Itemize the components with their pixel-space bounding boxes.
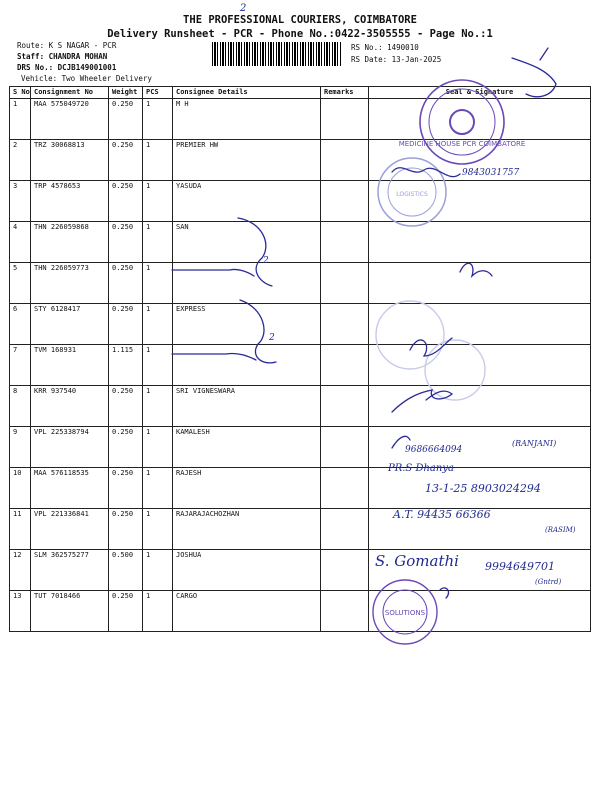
row-pcs: 1	[143, 140, 173, 181]
table-row	[10, 263, 591, 304]
row-sno: 5	[10, 263, 31, 304]
row-sno: 3	[10, 181, 31, 222]
handwritten-name: PR.S Dhanya	[388, 463, 454, 474]
table-row	[10, 99, 591, 140]
row-sno: 2	[10, 140, 31, 181]
row-sno: 1	[10, 99, 31, 140]
page-title: THE PROFESSIONAL COURIERS, COIMBATORE	[183, 14, 417, 26]
handwritten-note: (Gntrd)	[535, 578, 562, 586]
row-sno: 7	[10, 345, 31, 386]
row-remarks	[321, 222, 369, 263]
row-consignee: M H	[173, 99, 321, 140]
barcode	[212, 42, 342, 66]
row-consignment: VPL 221336841	[31, 509, 109, 550]
row-sno: 12	[10, 550, 31, 591]
row-seal	[369, 386, 591, 427]
row-remarks	[321, 263, 369, 304]
col-header-consignment: Consignment No	[31, 87, 109, 99]
col-header-seal: Seal & Signature	[369, 87, 591, 99]
rs-no-label: RS No.:	[351, 43, 383, 52]
row-weight: 0.250	[109, 99, 143, 140]
row-remarks	[321, 468, 369, 509]
table-row	[10, 509, 591, 550]
row-seal	[369, 99, 591, 140]
row-seal	[369, 140, 591, 181]
row-remarks	[321, 427, 369, 468]
row-consignee: CARGO	[173, 591, 321, 632]
row-consignment: TRP 4578653	[31, 181, 109, 222]
row-seal	[369, 222, 591, 263]
staff-value: CHANDRA MOHAN	[48, 52, 108, 61]
row-seal	[369, 591, 591, 632]
circle-mark: 2	[263, 256, 269, 266]
row-pcs: 1	[143, 427, 173, 468]
row-seal	[369, 468, 591, 509]
row-consignee: SRI VIGNESWARA	[173, 386, 321, 427]
row-sno: 10	[10, 468, 31, 509]
table-row	[10, 468, 591, 509]
route-value: K S NAGAR - PCR	[48, 41, 117, 50]
row-consignment: THN 226059773	[31, 263, 109, 304]
row-remarks	[321, 99, 369, 140]
row-pcs: 1	[143, 386, 173, 427]
row-weight: 0.250	[109, 509, 143, 550]
rs-date-line	[351, 55, 441, 64]
route-label: Route:	[17, 41, 45, 50]
row-pcs: 1	[143, 591, 173, 632]
staff-line	[17, 52, 107, 61]
rs-date-value: 13-Jan-2025	[391, 55, 442, 64]
handwritten-name: S. Gomathi	[375, 552, 459, 570]
vehicle-label: Vehicle:	[21, 74, 58, 83]
row-sno: 4	[10, 222, 31, 263]
row-seal	[369, 181, 591, 222]
row-consignee: JOSHUA	[173, 550, 321, 591]
row-consignee: YASUDA	[173, 181, 321, 222]
row-weight: 0.500	[109, 550, 143, 591]
row-weight: 0.250	[109, 304, 143, 345]
row-consignment: SLM 362575277	[31, 550, 109, 591]
row-seal	[369, 345, 591, 386]
row-consignment: KRR 937540	[31, 386, 109, 427]
row-seal	[369, 304, 591, 345]
col-header-weight: Weight	[109, 87, 143, 99]
row-weight: 0.250	[109, 427, 143, 468]
rs-no-value: 1490010	[387, 43, 419, 52]
row-weight: 0.250	[109, 181, 143, 222]
row-pcs: 1	[143, 304, 173, 345]
row-sno: 11	[10, 509, 31, 550]
stamp-text: SOLUTIONS	[384, 609, 426, 617]
row-pcs: 1	[143, 222, 173, 263]
row-remarks	[321, 591, 369, 632]
row-consignment: VPL 225338794	[31, 427, 109, 468]
col-header-pcs: PCS	[143, 87, 173, 99]
row-consignee	[173, 263, 321, 304]
handwritten-name: (RASIM)	[545, 526, 576, 534]
row-consignee	[173, 345, 321, 386]
table-row	[10, 386, 591, 427]
vehicle-value: Two Wheeler Delivery	[61, 74, 152, 83]
row-weight: 1.115	[109, 345, 143, 386]
handwritten-phone: 9843031757	[462, 168, 520, 178]
row-remarks	[321, 550, 369, 591]
row-consignment: STY 6128417	[31, 304, 109, 345]
row-weight: 0.250	[109, 263, 143, 304]
row-seal	[369, 509, 591, 550]
row-weight: 0.250	[109, 591, 143, 632]
table-row	[10, 222, 591, 263]
handwritten-line: A.T. 94435 66366	[393, 508, 491, 521]
row-pcs: 1	[143, 345, 173, 386]
circle-mark: 2	[269, 333, 275, 343]
row-consignee: RAJARAJACHOZHAN	[173, 509, 321, 550]
stamp-text: MEDICINE HOUSE PCR COIMBATORE	[398, 140, 526, 148]
col-header-remarks: Remarks	[321, 87, 369, 99]
table-row	[10, 345, 591, 386]
drs-line	[17, 63, 116, 72]
handwritten-line: 13-1-25 8903024294	[425, 482, 541, 495]
row-remarks	[321, 140, 369, 181]
handwritten-page-mark: 2	[240, 3, 247, 14]
row-pcs: 1	[143, 99, 173, 140]
drs-label: DRS No.:	[17, 63, 54, 72]
runsheet-subtitle: Delivery Runsheet - PCR - Phone No.:0422-3505555 - Page No.:1	[107, 28, 493, 40]
col-header-sno: S No	[10, 87, 31, 99]
row-consignment: MAA 576118535	[31, 468, 109, 509]
row-remarks	[321, 386, 369, 427]
rs-date-label: RS Date:	[351, 55, 388, 64]
row-consignee: KAMALESH	[173, 427, 321, 468]
row-weight: 0.250	[109, 468, 143, 509]
rs-no-line	[351, 43, 419, 52]
row-weight: 0.250	[109, 386, 143, 427]
row-consignee: PREMIER HW	[173, 140, 321, 181]
vehicle-line	[21, 74, 152, 83]
row-sno: 9	[10, 427, 31, 468]
row-consignee: EXPRESS	[173, 304, 321, 345]
table-row	[10, 550, 591, 591]
row-pcs: 1	[143, 181, 173, 222]
row-weight: 0.250	[109, 222, 143, 263]
row-sno: 13	[10, 591, 31, 632]
row-seal	[369, 550, 591, 591]
handwritten-phone: 9686664094	[405, 445, 463, 455]
staff-label: Staff:	[17, 52, 45, 61]
table-row	[10, 140, 591, 181]
row-remarks	[321, 304, 369, 345]
row-consignment: TRZ 30068813	[31, 140, 109, 181]
table-row	[10, 427, 591, 468]
row-remarks	[321, 509, 369, 550]
col-header-consignee: Consignee Details	[173, 87, 321, 99]
row-consignment: THN 226059868	[31, 222, 109, 263]
row-pcs: 1	[143, 468, 173, 509]
row-seal	[369, 263, 591, 304]
table-row	[10, 181, 591, 222]
row-consignment: TVM 168931	[31, 345, 109, 386]
drs-value: DCJB149001001	[57, 63, 117, 72]
row-remarks	[321, 345, 369, 386]
row-pcs: 1	[143, 263, 173, 304]
row-consignment: MAA 575049720	[31, 99, 109, 140]
row-remarks	[321, 181, 369, 222]
table-header-row	[10, 87, 591, 99]
table-row	[10, 591, 591, 632]
row-consignee: SAN	[173, 222, 321, 263]
stamp-text: LOGISTICS	[396, 191, 428, 198]
table-row	[10, 304, 591, 345]
row-consignee: RAJESH	[173, 468, 321, 509]
row-consignment: TUT 7018466	[31, 591, 109, 632]
row-pcs: 1	[143, 509, 173, 550]
runsheet-table	[9, 86, 591, 632]
row-sno: 8	[10, 386, 31, 427]
row-sno: 6	[10, 304, 31, 345]
row-seal	[369, 427, 591, 468]
handwritten-phone: 9994649701	[485, 560, 555, 573]
handwritten-name: (RANJANI)	[512, 439, 557, 448]
row-pcs: 1	[143, 550, 173, 591]
row-weight: 0.250	[109, 140, 143, 181]
route-line	[17, 41, 116, 50]
